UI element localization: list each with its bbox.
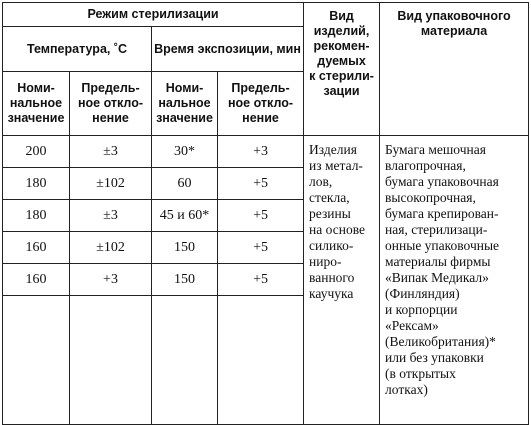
time-nominal-cell: 150 <box>152 232 218 264</box>
header-packaging-type: Вид упаковочного материала <box>380 3 529 136</box>
empty-cell <box>3 296 70 425</box>
header-exposure-time: Время экспозиции, мин <box>152 27 304 72</box>
temp-deviation-cell: ±102 <box>70 232 152 264</box>
time-nominal-cell: 30* <box>152 136 218 168</box>
temp-deviation-cell: ±3 <box>70 200 152 232</box>
time-deviation-cell: +5 <box>218 200 304 232</box>
temp-deviation-cell: ±102 <box>70 168 152 200</box>
header-temp-deviation: Предель- ное откло- нение <box>70 72 152 136</box>
temp-nominal-cell: 200 <box>3 136 70 168</box>
header-temperature: Температура, ˚С <box>3 27 152 72</box>
temp-nominal-cell: 160 <box>3 264 70 296</box>
empty-cell <box>218 296 304 425</box>
table-row <box>3 136 529 168</box>
products-description: Изделия из метал- лов, стекла, резины на основе силико- ниро- ванного каучука <box>304 136 380 425</box>
header-time-nominal: Номи- нальное значение <box>152 72 218 136</box>
time-deviation-cell: +5 <box>218 232 304 264</box>
temp-nominal-cell: 180 <box>3 200 70 232</box>
header-sterilization-mode: Режим стерилизации <box>3 3 304 27</box>
time-nominal-cell: 45 и 60* <box>152 200 218 232</box>
temp-nominal-cell: 160 <box>3 232 70 264</box>
time-deviation-cell: +5 <box>218 264 304 296</box>
temp-deviation-cell: +3 <box>70 264 152 296</box>
header-time-deviation: Предель- ное откло- нение <box>218 72 304 136</box>
time-nominal-cell: 150 <box>152 264 218 296</box>
temp-nominal-cell: 180 <box>3 168 70 200</box>
time-deviation-cell: +5 <box>218 168 304 200</box>
time-nominal-cell: 60 <box>152 168 218 200</box>
empty-cell <box>70 296 152 425</box>
sterilization-table <box>2 2 529 425</box>
empty-cell <box>152 296 218 425</box>
time-deviation-cell: +3 <box>218 136 304 168</box>
header-temp-nominal: Номи- нальное значение <box>3 72 70 136</box>
temp-deviation-cell: ±3 <box>70 136 152 168</box>
header-product-type: Вид изделий, рекомен- дуемых к стерили- зации <box>304 3 380 136</box>
packaging-description: Бумага мешочная влагопрочная, бумага упаковочная высокопрочная, бумага крепирован- ная, стерилизаци- онные упаковочные материалы фирмы «Випак Медикал» (Финляндия) и корпорции «Рексам» (Великобритания)* или без упаковки (в открытых лотках) <box>380 136 529 425</box>
